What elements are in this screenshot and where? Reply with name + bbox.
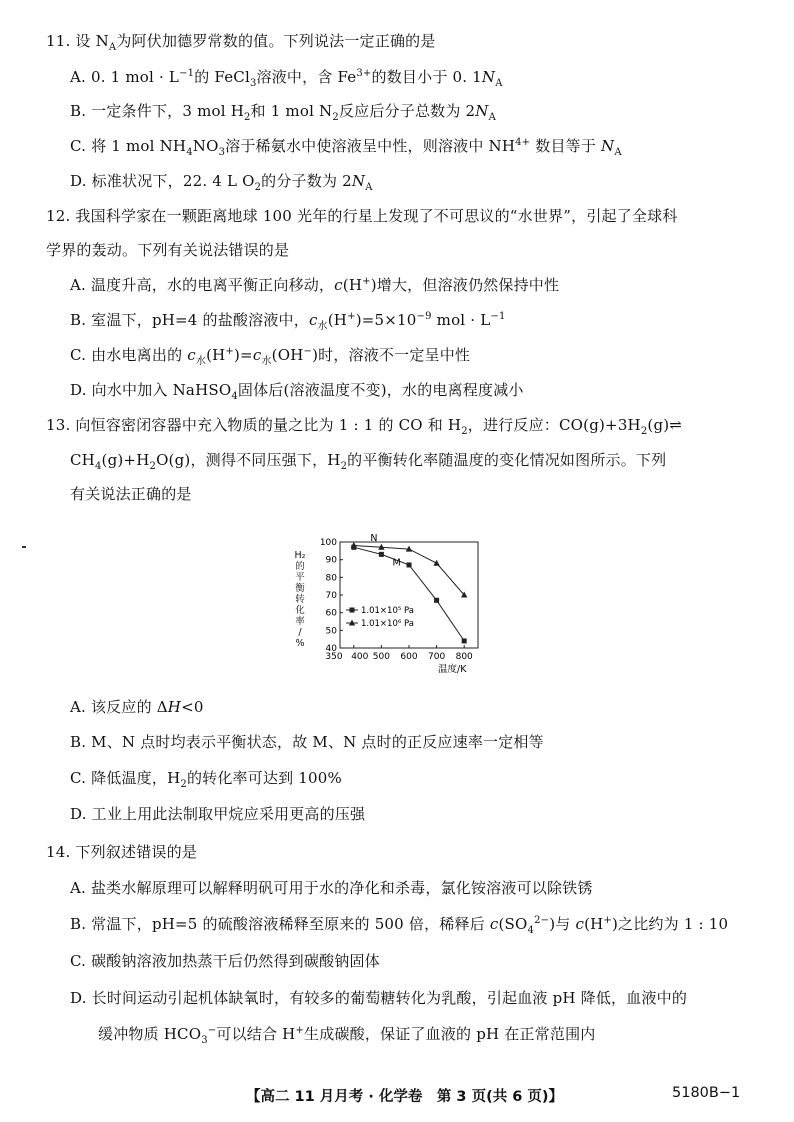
series-line-2: [354, 546, 464, 595]
x-tick-label: 700: [428, 652, 446, 662]
chart-y-label: H₂ 的 平 衡 转 化 率 / %: [294, 550, 306, 649]
q11-option-d: D. 标准状况下，22. 4 L $O_2$的分子数为 $2N_A$: [70, 172, 373, 193]
stray-mark: [22, 546, 26, 548]
legend-label-1: 1.01×10⁵ Pa: [361, 606, 414, 616]
q14-option-d-line2: 缓冲物质 $HCO_3^-$可以结合 H+生成碳酸，保证了血液的 pH 在正常范围内: [98, 1025, 596, 1046]
q13-option-b: B. M、N 点时均表示平衡状态，故 M、N 点时的正反应速率一定相等: [70, 733, 544, 751]
q14-stem: 14. 下列叙述错误的是: [46, 843, 198, 861]
q13-option-a: A. 该反应的 ΔH<0: [70, 698, 204, 716]
legend-marker-square: [350, 608, 355, 613]
y-tick-label: 40: [325, 644, 337, 654]
q13-option-d: D. 工业上用此法制取甲烷应采用更高的压强: [70, 805, 366, 823]
q11-option-b: B. 一定条件下，3 mol $H_2$和 1 mol $N_2$反应后分子总数为 $2N_A$: [70, 102, 496, 123]
data-point-square: [434, 598, 439, 603]
y-tick-label: 50: [325, 626, 337, 637]
q11-option-c: C. 将 1 mol $NH_4NO_3$溶于稀氨水中使溶液呈中性，则溶液中 $NH^{4+}$ 数目等于 $N_A$: [70, 137, 622, 158]
q12-option-d: D. 向水中加入 NaHSO$_4$固体后(溶液温度不变)，水的电离程度减小: [70, 381, 524, 402]
y-tick-label: 100: [319, 538, 337, 548]
q12-option-a: A. 温度升高，水的电离平衡正向移动，c(H+)增大，但溶液仍然保持中性: [70, 276, 560, 294]
q11-option-a: A. 0. 1 mol · $L^{-1}$的 FeCl$_3$溶液中，含 $Fe^{3+}$的数目小于 0. $1N_A$: [70, 68, 503, 89]
conversion-rate-chart: [280, 528, 500, 688]
q14-option-c: C. 碳酸钠溶液加热蒸干后仍然得到碳酸钠固体: [70, 952, 380, 970]
x-tick-label: 500: [372, 652, 390, 662]
y-tick-label: 70: [325, 591, 337, 601]
q11-stem: 11. 设 $N_A$为阿伏加德罗常数的值。下列说法一定正确的是: [46, 32, 436, 53]
paper-code: 5180B−1: [672, 1085, 741, 1101]
q14-option-a: A. 盐类水解原理可以解释明矾可用于水的净化和杀毒，氯化铵溶液可以除铁锈: [70, 879, 593, 897]
data-point-square: [462, 638, 467, 643]
point-label-N: N: [370, 532, 378, 544]
x-tick-label: 800: [455, 652, 473, 662]
q14-option-d-line1: D. 长时间运动引起机体缺氧时，有较多的葡萄糖转化为乳酸，引起血液 pH 降低，血液中的: [70, 989, 688, 1007]
y-tick-label: 80: [325, 573, 337, 584]
page-footer: 【高二 11 月月考 · 化学卷 第 3 页(共 6 页)】: [246, 1089, 564, 1105]
q12-stem-line2: 学界的轰动。下列有关说法错误的是: [46, 241, 290, 259]
q13-stem-line3: 有关说法正确的是: [70, 485, 192, 503]
q13-stem-line2: $CH_4(g)+H_2O(g)$，测得不同压强下，$H_2$的平衡转化率随温度的变化情况如图所示。下列: [70, 451, 667, 472]
q14-option-b: B. 常温下，pH=5 的硫酸溶液稀释至原来的 500 倍，稀释后 $c(SO_4^{2-})$与 c(H+)之比约为 1 : 10: [70, 915, 729, 936]
data-point-square: [379, 552, 384, 557]
q12-stem-line1: 12. 我国科学家在一颗距离地球 100 光年的行星上发现了不可思议的“水世界”，引起了全球科: [46, 207, 678, 225]
x-axis-label: 温度/K: [438, 664, 467, 675]
data-point-square: [407, 562, 412, 567]
x-tick-label: 400: [351, 652, 369, 662]
x-tick-label: 600: [400, 652, 418, 662]
point-label-M: M: [392, 557, 401, 569]
q13-option-c: C. 降低温度，$H_2$的转化率可达到 100%: [70, 769, 342, 790]
chart-frame: [340, 542, 478, 648]
y-tick-label: 60: [325, 608, 337, 619]
q12-option-c: C. 由水电离出的 $c_水(H^+)=c_水(OH^-)$时，溶液不一定呈中性: [70, 346, 471, 367]
q12-option-b: B. 室温下，pH=4 的盐酸溶液中，$c_水(H^+)=5\times 10^{-9}$ mol · $L^{-1}$: [70, 311, 506, 332]
x-tick-label: 350: [325, 652, 343, 662]
legend-label-2: 1.01×10⁶ Pa: [361, 619, 414, 629]
q13-stem-line1: 13. 向恒容密闭容器中充入物质的量之比为 1 : 1 的 CO 和 $H_2$，进行反应：$CO(g)+3H_2(g)\rightleftharpoons$: [46, 416, 683, 437]
y-tick-label: 90: [325, 555, 337, 566]
data-point-triangle: [433, 560, 439, 566]
